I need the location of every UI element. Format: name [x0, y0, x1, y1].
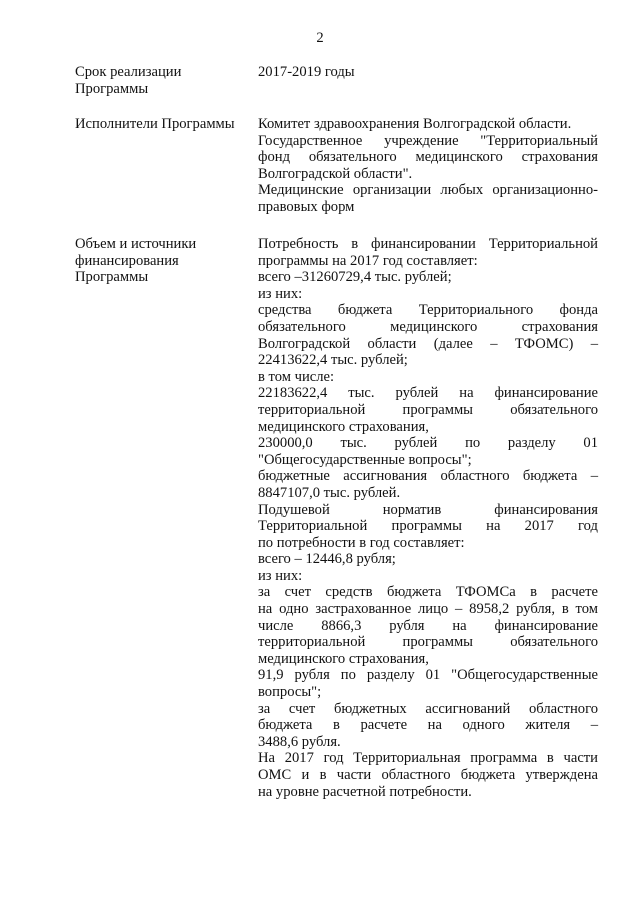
content-line: в том числе: — [258, 368, 335, 385]
content-line: территориальной программы обязательного — [258, 401, 598, 418]
content-line: бюджетные ассигнования областного бюджета – — [258, 468, 598, 485]
content-line: 3488,6 рубля. — [258, 733, 341, 750]
content-line: всего – 12446,8 рубля; — [258, 551, 396, 568]
content-line: Государственное учреждение "Территориальный — [258, 132, 598, 149]
content-line: числе 8866,3 рубля на финансирование — [258, 617, 598, 634]
content-line: Подушевой норматив финансирования — [258, 501, 598, 518]
row-label-line: Срок реализации — [75, 64, 182, 80]
row-content — [258, 64, 598, 81]
content-line: На 2017 год Территориальная программа в части — [258, 750, 598, 767]
content-line: всего –31260729,4 тыс. рублей; — [258, 269, 452, 286]
row-label — [75, 116, 245, 133]
content-line: 8847107,0 тыс. рублей. — [258, 484, 401, 501]
row-content — [258, 236, 598, 800]
row-content — [258, 116, 598, 216]
content-line: вопросы"; — [258, 684, 322, 701]
row-label-line: Объем и источники — [75, 236, 197, 252]
content-line: фонд обязательного медицинского страхования — [258, 149, 598, 166]
content-line: 22183622,4 тыс. рублей на финансирование — [258, 385, 598, 402]
content-line: 230000,0 тыс. рублей по разделу 01 — [258, 435, 598, 452]
content-line: за счет средств бюджета ТФОМСа в расчете — [258, 584, 598, 601]
content-line: медицинского страхования, — [258, 418, 429, 435]
content-line: средства бюджета Территориального фонда — [258, 302, 598, 319]
content-line: Волгоградской области". — [258, 165, 413, 182]
content-line: правовых форм — [258, 198, 355, 215]
content-line: за счет бюджетных ассигнований областного — [258, 700, 598, 717]
content-line: ОМС и в части областного бюджета утверждена — [258, 767, 598, 783]
row-label-line: Программы — [75, 269, 149, 286]
content-line: Медицинские организации любых организационно- — [258, 182, 598, 199]
page-number: 2 — [316, 30, 324, 46]
row-label-line: финансирования — [75, 252, 179, 269]
content-line: программы на 2017 год составляет: — [258, 252, 478, 269]
content-line: Потребность в финансировании Территориальной — [258, 236, 598, 252]
content-line: по потребности в год составляет: — [258, 534, 465, 551]
content-line: 2017-2019 годы — [258, 64, 355, 80]
row-label-line: Программы — [75, 80, 149, 97]
content-line: Территориальной программы на 2017 год — [258, 518, 598, 535]
content-line: медицинского страхования, — [258, 650, 429, 667]
content-line: "Общегосударственные вопросы"; — [258, 451, 472, 468]
content-line: бюджета в расчете на одного жителя – — [258, 717, 598, 734]
content-line: Волгоградской области (далее – ТФОМС) – — [258, 335, 598, 352]
row-label — [75, 236, 245, 286]
content-line: на одно застрахованное лицо – 8958,2 рубля, в том — [258, 601, 598, 618]
content-line: из них: — [258, 567, 303, 584]
content-line: Комитет здравоохранения Волгоградской области. — [258, 116, 572, 132]
content-line: из них: — [258, 285, 303, 302]
content-line: на уровне расчетной потребности. — [258, 783, 472, 800]
row-label-line: Исполнители Программы — [75, 116, 235, 132]
content-line: обязательного медицинского страхования — [258, 318, 598, 335]
content-line: территориальной программы обязательного — [258, 634, 598, 651]
content-line: 22413622,4 тыс. рублей; — [258, 352, 408, 369]
row-label — [75, 64, 245, 97]
content-line: 91,9 рубля по разделу 01 "Общегосударственные — [258, 667, 598, 684]
